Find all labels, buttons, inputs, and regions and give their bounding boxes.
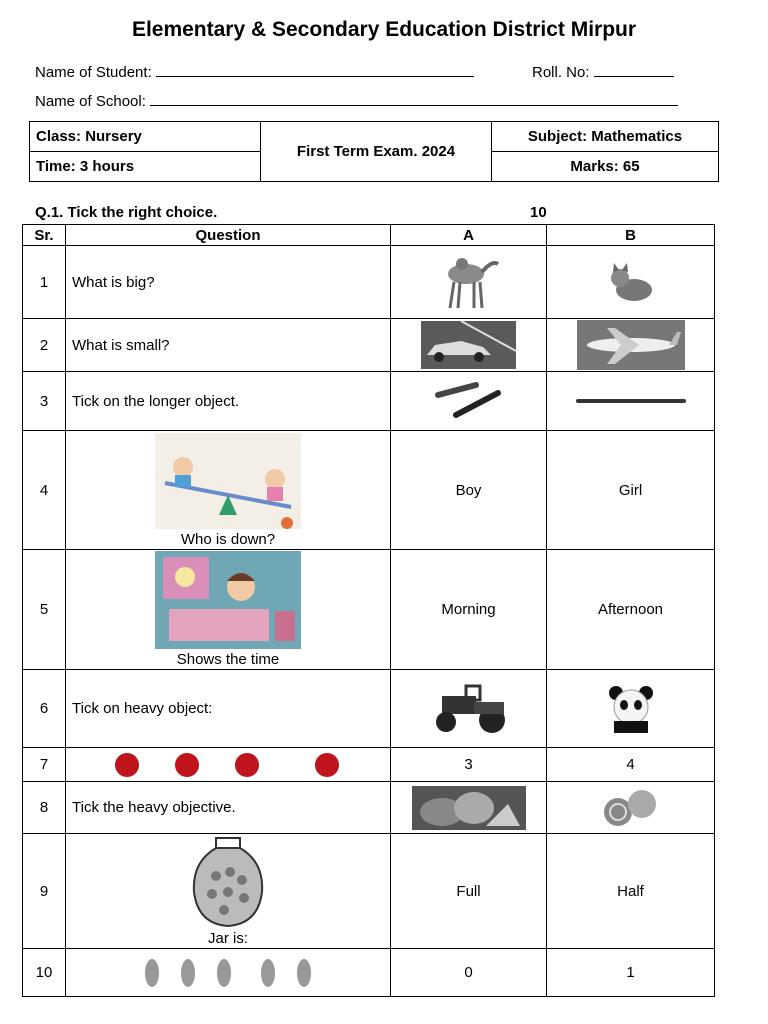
student-name-line bbox=[35, 62, 474, 81]
question-cell bbox=[66, 834, 391, 949]
short-pen-icon bbox=[434, 381, 504, 421]
row-number: 6 bbox=[23, 670, 66, 748]
four-balls-illustration bbox=[113, 752, 343, 778]
option-b-cell[interactable]: Afternoon bbox=[547, 550, 715, 670]
ball-icon bbox=[235, 753, 259, 777]
seed-icon bbox=[261, 959, 275, 987]
airplane-icon bbox=[577, 320, 685, 370]
seesaw-illustration-icon bbox=[155, 433, 301, 529]
five-seeds-illustration bbox=[138, 957, 318, 989]
student-name-label: Name of Student: bbox=[35, 64, 152, 81]
question-text: What is small? bbox=[66, 319, 391, 372]
table-row bbox=[23, 319, 715, 372]
option-a-cell[interactable]: 0 bbox=[391, 949, 547, 997]
option-a-cell[interactable] bbox=[391, 372, 547, 431]
exam-info-table bbox=[29, 121, 719, 182]
question-caption: Shows the time bbox=[176, 651, 280, 668]
header-question: Question bbox=[66, 225, 391, 246]
oranges-icon bbox=[596, 786, 666, 830]
row-number: 3 bbox=[23, 372, 66, 431]
question-cell bbox=[66, 550, 391, 670]
subject-cell: Subject: Mathematics bbox=[492, 122, 719, 152]
watermelon-icon bbox=[412, 786, 526, 830]
school-name-field[interactable] bbox=[150, 91, 678, 106]
section-label: Q.1. Tick the right choice. bbox=[35, 204, 218, 221]
option-a-cell[interactable]: Boy bbox=[391, 431, 547, 550]
panda-icon bbox=[604, 683, 658, 735]
section-marks: 10 bbox=[530, 204, 547, 221]
header-a: A bbox=[391, 225, 547, 246]
question-text: What is big? bbox=[66, 246, 391, 319]
seed-icon bbox=[181, 959, 195, 987]
seed-icon bbox=[297, 959, 311, 987]
cat-icon bbox=[606, 260, 656, 305]
camel-icon bbox=[434, 252, 504, 312]
option-a-cell[interactable]: Full bbox=[391, 834, 547, 949]
ball-icon bbox=[115, 753, 139, 777]
table-row bbox=[23, 431, 715, 550]
table-row bbox=[23, 246, 715, 319]
exam-cell: First Term Exam. 2024 bbox=[261, 122, 492, 182]
table-row bbox=[23, 782, 715, 834]
option-b-cell[interactable] bbox=[547, 372, 715, 431]
marks-cell: Marks: 65 bbox=[492, 152, 719, 182]
row-number: 5 bbox=[23, 550, 66, 670]
option-b-cell[interactable]: 1 bbox=[547, 949, 715, 997]
jar-icon bbox=[188, 836, 268, 928]
question-caption: Who is down? bbox=[180, 530, 276, 548]
roll-no-label: Roll. No: bbox=[532, 64, 590, 81]
option-a-cell[interactable] bbox=[391, 782, 547, 834]
seed-icon bbox=[145, 959, 159, 987]
option-b-cell[interactable]: Half bbox=[547, 834, 715, 949]
table-row bbox=[23, 670, 715, 748]
row-number: 10 bbox=[23, 949, 66, 997]
table-row bbox=[23, 372, 715, 431]
option-b-cell[interactable] bbox=[547, 670, 715, 748]
row-number: 7 bbox=[23, 748, 66, 782]
option-a-cell[interactable]: Morning bbox=[391, 550, 547, 670]
ball-icon bbox=[315, 753, 339, 777]
tractor-icon bbox=[426, 684, 512, 734]
questions-table bbox=[22, 224, 715, 997]
ball-icon bbox=[175, 753, 199, 777]
question-cell bbox=[66, 431, 391, 550]
header-sr: Sr. bbox=[23, 225, 66, 246]
row-number: 4 bbox=[23, 431, 66, 550]
table-row bbox=[23, 748, 715, 782]
table-row bbox=[23, 834, 715, 949]
row-number: 8 bbox=[23, 782, 66, 834]
option-b-cell[interactable] bbox=[547, 246, 715, 319]
question-text: Tick the heavy objective. bbox=[66, 782, 391, 834]
option-a-cell[interactable]: 3 bbox=[391, 748, 547, 782]
girl-waking-illustration-icon bbox=[155, 551, 301, 649]
table-row bbox=[23, 550, 715, 670]
long-pen-icon bbox=[576, 396, 686, 406]
row-number: 9 bbox=[23, 834, 66, 949]
option-a-cell[interactable] bbox=[391, 319, 547, 372]
school-name-label: Name of School: bbox=[35, 93, 146, 110]
option-b-cell[interactable] bbox=[547, 782, 715, 834]
header-b: B bbox=[547, 225, 715, 246]
car-icon bbox=[421, 321, 516, 369]
time-cell: Time: 3 hours bbox=[30, 152, 261, 182]
row-number: 2 bbox=[23, 319, 66, 372]
question-text: Tick on heavy object: bbox=[66, 670, 391, 748]
row-number: 1 bbox=[23, 246, 66, 319]
question-cell bbox=[66, 949, 391, 997]
roll-no-field[interactable] bbox=[594, 62, 674, 77]
class-cell: Class: Nursery bbox=[30, 122, 261, 152]
option-b-cell[interactable]: Girl bbox=[547, 431, 715, 550]
student-name-field[interactable] bbox=[156, 62, 474, 77]
option-b-cell[interactable]: 4 bbox=[547, 748, 715, 782]
page-title: Elementary & Secondary Education District Mirpur bbox=[131, 18, 637, 41]
option-a-cell[interactable] bbox=[391, 670, 547, 748]
table-row bbox=[23, 949, 715, 997]
question-caption: Jar is: bbox=[207, 929, 248, 947]
seed-icon bbox=[217, 959, 231, 987]
roll-no-line bbox=[532, 62, 674, 81]
school-name-line bbox=[35, 91, 678, 110]
option-a-cell[interactable] bbox=[391, 246, 547, 319]
option-b-cell[interactable] bbox=[547, 319, 715, 372]
question-cell bbox=[66, 748, 391, 782]
question-text: Tick on the longer object. bbox=[66, 372, 391, 431]
